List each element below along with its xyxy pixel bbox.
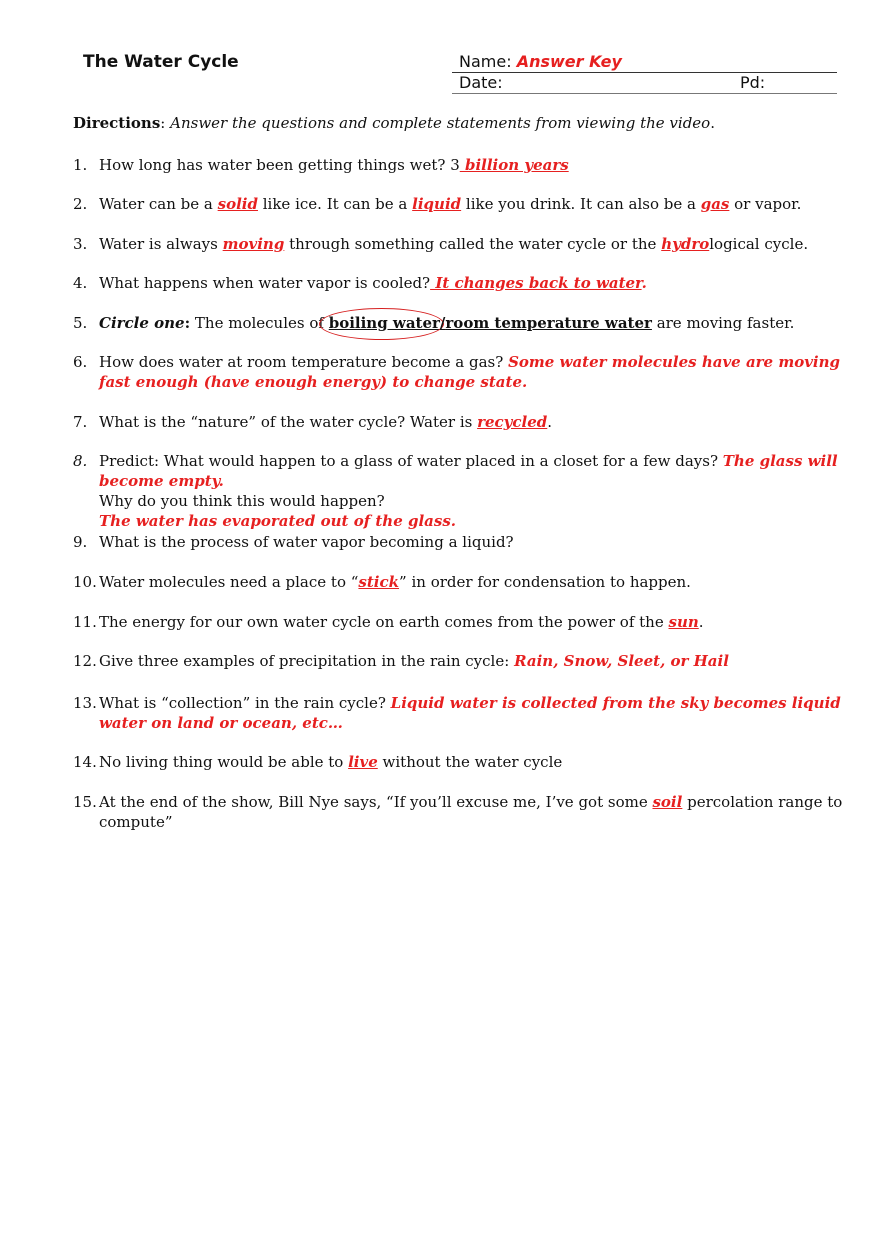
question-9 (73, 532, 843, 552)
name-line (452, 52, 837, 73)
question-8 (73, 451, 843, 531)
text-segment: Water molecules need a place to “ (99, 573, 359, 591)
text-segment: 9. (73, 533, 88, 551)
question-13 (73, 693, 843, 733)
text-segment: Water can be a (99, 195, 218, 213)
text-segment: 5. (73, 314, 88, 332)
question-3 (73, 234, 843, 254)
text-segment: . (641, 274, 647, 292)
answer: The glass will become empty. (99, 452, 838, 490)
text-segment: 12. (73, 652, 97, 670)
answer: billion years (459, 156, 569, 174)
answer: sun (668, 613, 699, 631)
question-2 (73, 194, 843, 214)
directions-label: Directions (73, 114, 161, 132)
text-segment: : (184, 314, 191, 332)
text-segment: What is the process of water vapor becoming a liquid? (99, 533, 514, 551)
text-segment: or vapor. (729, 195, 802, 213)
answer: liquid (412, 195, 462, 213)
worksheet-title: The Water Cycle (83, 52, 239, 72)
text-segment: 6. (73, 353, 88, 371)
text-segment: How long has water been getting things wet? 3 (99, 156, 460, 174)
text-segment: Circle one (99, 314, 185, 332)
question-10 (73, 572, 843, 592)
answer: The water has evaporated out of the glass. (99, 512, 456, 530)
text-segment: . (710, 114, 715, 132)
question-1 (73, 155, 843, 175)
text-segment: At the end of the show, Bill Nye says, “If you’ll excuse me, I’ve got some (99, 793, 653, 811)
question-11 (73, 612, 843, 632)
answer: Liquid water is collected from the sky becomes liquid water on land or ocean, etc… (99, 694, 841, 732)
text-segment: percolation range to compute” (99, 793, 843, 831)
text-segment: through something called the water cycle or the (284, 235, 662, 253)
text-segment: : (160, 114, 166, 132)
text-segment: No living thing would be able to (99, 753, 349, 771)
question-15 (73, 792, 843, 832)
text-segment: 1. (73, 156, 88, 174)
directions-text: Answer the questions and complete statements from viewing the video (170, 114, 711, 132)
answer: It changes back to water (430, 274, 642, 292)
answer: stick (358, 573, 400, 591)
answer: Rain, Snow, Sleet, or Hail (514, 652, 729, 670)
text-segment: Water is always (99, 235, 223, 253)
text-segment: 8. (73, 452, 88, 470)
answer: gas (700, 195, 730, 213)
text-segment: Give three examples of precipitation in the rain cycle: (99, 652, 515, 670)
text-segment: Predict: What would happen to a glass of water placed in a closet for a few days? (99, 452, 723, 470)
text-segment: . (547, 413, 553, 431)
answer: soil (652, 793, 683, 811)
text-segment: The energy for our own water cycle on earth comes from the power of the (99, 613, 669, 631)
text-segment: 7. (73, 413, 88, 431)
text-segment: 10. (73, 573, 97, 591)
text-segment: 4. (73, 274, 88, 292)
text-segment: 14. (73, 753, 97, 771)
text-segment: 2. (73, 195, 88, 213)
answer: Some water molecules have are moving fast enough (have enough energy) to change state. (99, 353, 841, 391)
text-segment: How does water at room temperature become a gas? (99, 353, 509, 371)
text-segment: The molecules of (190, 314, 329, 332)
name-label: Name: (459, 52, 512, 71)
text-segment: . (698, 613, 704, 631)
text-segment: are moving faster. (651, 314, 795, 332)
question-7 (73, 412, 843, 432)
date-label: Date: (459, 73, 503, 92)
text-segment: ” in order for condensation to happen. (399, 573, 691, 591)
answer: recycled (477, 413, 548, 431)
text-segment: like ice. It can be a (257, 195, 413, 213)
text-segment: boiling water (328, 314, 440, 332)
text-segment: 13. (73, 694, 97, 712)
question-12 (73, 651, 843, 671)
text-segment: Why do you think this would happen? (99, 492, 385, 510)
option-boiling-water (329, 314, 440, 332)
text-segment: 11. (73, 613, 97, 631)
date-line (452, 73, 837, 94)
name-value: Answer Key (516, 52, 622, 71)
answer: hydro (661, 235, 710, 253)
answer-circle (319, 308, 444, 340)
pd-label: Pd: (740, 73, 766, 92)
text-segment: What happens when water vapor is cooled? (99, 274, 431, 292)
text-segment: like you drink. It can also be a (461, 195, 701, 213)
text-segment: logical cycle. (709, 235, 809, 253)
text-segment: without the water cycle (377, 753, 563, 771)
option-room-temperature-water: room temperature water (445, 314, 652, 332)
question-6 (73, 352, 843, 392)
text-segment: 3. (73, 235, 88, 253)
directions (73, 114, 715, 132)
answer: solid (217, 195, 258, 213)
question-14 (73, 752, 843, 772)
text-segment: What is the “nature” of the water cycle? Water is (99, 413, 478, 431)
text-segment: 15. (73, 793, 97, 811)
text-segment: / (439, 314, 446, 332)
answer: moving (222, 235, 285, 253)
question-5 (73, 313, 843, 333)
text-segment: What is “collection” in the rain cycle? (99, 694, 391, 712)
answer: live (348, 753, 378, 771)
question-4 (73, 273, 843, 293)
